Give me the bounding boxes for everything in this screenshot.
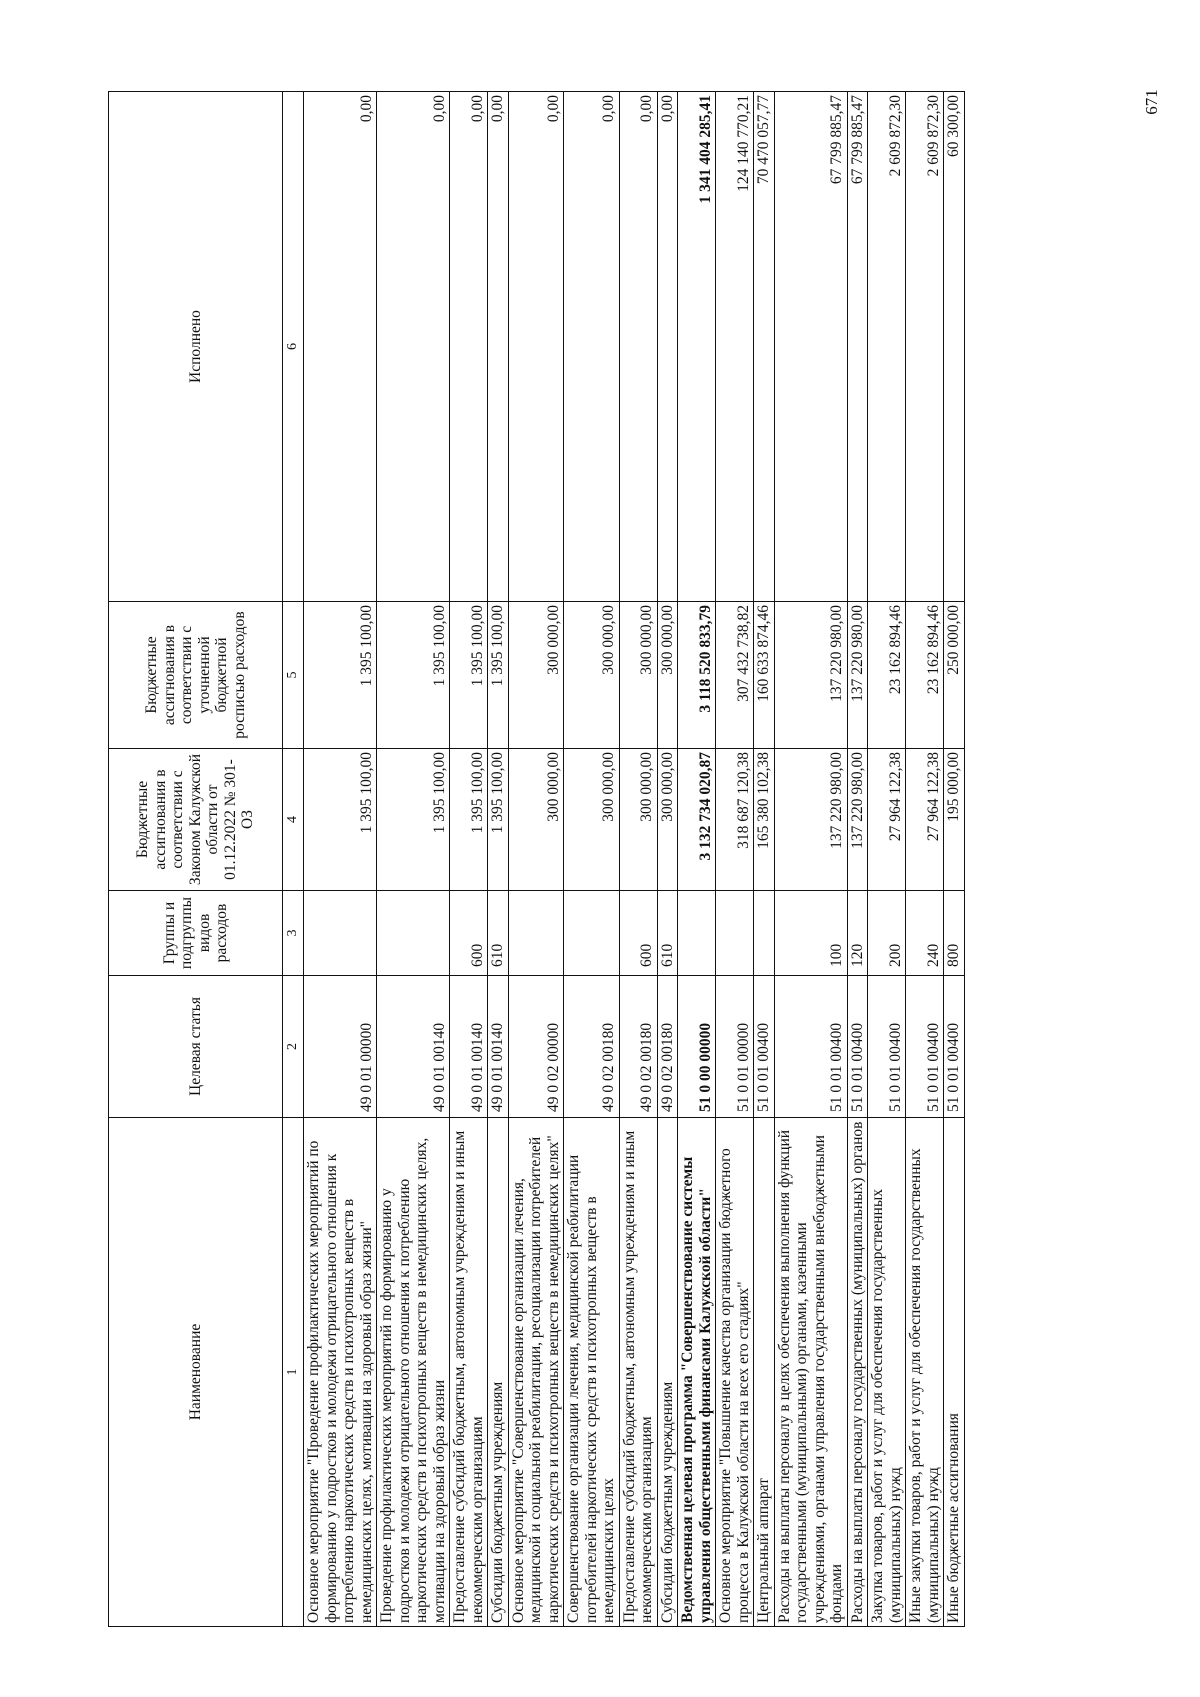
table-row <box>774 92 847 1627</box>
row-name: Центральный аппарат <box>754 1118 775 1627</box>
row-law-amount: 1 395 100,00 <box>450 749 488 891</box>
row-executed-amount: 2 609 872,30 <box>906 92 944 602</box>
row-executed-amount: 0,00 <box>564 92 620 602</box>
row-name: Проведение профилактических мероприятий по формированию у подростков и молодежи отрицательного отношения к потреблению наркотических средств и психотропных веществ в немедицинских целях, мотивации на здоровый образ жизни <box>377 1118 450 1627</box>
row-plan-amount: 300 000,00 <box>564 602 620 749</box>
row-law-amount: 3 132 734 020,87 <box>678 749 716 891</box>
row-name: Расходы на выплаты персоналу в целях обеспечения выполнения функций государственными (муниципальными) органами, казенными учреждениями, органами управления государственными внебюджетными фондами <box>774 1118 847 1627</box>
row-plan-amount: 307 432 738,82 <box>716 602 754 749</box>
row-expense-group: 610 <box>488 891 509 976</box>
header-name: Наименование <box>109 1118 283 1627</box>
table-row <box>754 92 775 1627</box>
row-name: Расходы на выплаты персоналу государственных (муниципальных) органов <box>847 1118 868 1627</box>
table-row <box>716 92 754 1627</box>
row-law-amount: 300 000,00 <box>657 749 678 891</box>
row-plan-amount: 23 162 894,46 <box>906 602 944 749</box>
row-law-amount: 137 220 980,00 <box>847 749 868 891</box>
row-target-article: 49 0 02 00180 <box>619 976 657 1118</box>
column-number: 2 <box>283 976 304 1118</box>
row-executed-amount: 0,00 <box>619 92 657 602</box>
row-plan-amount: 3 118 520 833,79 <box>678 602 716 749</box>
row-name: Субсидии бюджетным учреждениям <box>488 1118 509 1627</box>
row-target-article: 51 0 00 00000 <box>678 976 716 1118</box>
table-row <box>564 92 620 1627</box>
row-plan-amount: 1 395 100,00 <box>377 602 450 749</box>
table-row <box>488 92 509 1627</box>
row-name: Основное мероприятие "Совершенствование организации лечения, медицинской и социальной реабилитации, ресоциализации потребителей наркотических средств и психотропных веществ в немедицинских целях" <box>508 1118 564 1627</box>
row-executed-amount: 0,00 <box>377 92 450 602</box>
column-number: 3 <box>283 891 304 976</box>
row-target-article: 49 0 01 00140 <box>488 976 509 1118</box>
row-target-article: 49 0 02 00180 <box>564 976 620 1118</box>
row-executed-amount: 2 609 872,30 <box>868 92 906 602</box>
row-target-article: 49 0 01 00140 <box>377 976 450 1118</box>
row-name: Совершенствование организации лечения, медицинской реабилитации потребителей наркотических средств и психотропных веществ в немедицинских целях <box>564 1118 620 1627</box>
row-executed-amount: 67 799 885,47 <box>774 92 847 602</box>
row-executed-amount: 1 341 404 285,41 <box>678 92 716 602</box>
header-expense-group: Группы и подгруппы видов расходов <box>109 891 283 976</box>
row-target-article: 51 0 01 00400 <box>868 976 906 1118</box>
row-law-amount: 137 220 980,00 <box>774 749 847 891</box>
row-name: Ведомственная целевая программа "Совершенствование системы управления общественными финансами Калужской области" <box>678 1118 716 1627</box>
row-plan-amount: 1 395 100,00 <box>450 602 488 749</box>
row-law-amount: 1 395 100,00 <box>377 749 450 891</box>
row-name: Предоставление субсидий бюджетным, автономным учреждениям и иным некоммерческим организациям <box>619 1118 657 1627</box>
row-target-article: 49 0 01 00140 <box>450 976 488 1118</box>
row-law-amount: 318 687 120,38 <box>716 749 754 891</box>
table-row <box>304 92 377 1627</box>
row-expense-group <box>304 891 377 976</box>
row-name: Иные бюджетные ассигнования <box>944 1118 965 1627</box>
table-row <box>657 92 678 1627</box>
row-plan-amount: 250 000,00 <box>944 602 965 749</box>
table-row <box>906 92 944 1627</box>
row-expense-group: 610 <box>657 891 678 976</box>
row-executed-amount: 0,00 <box>488 92 509 602</box>
table-row <box>450 92 488 1627</box>
row-expense-group: 600 <box>619 891 657 976</box>
row-law-amount: 300 000,00 <box>619 749 657 891</box>
row-name: Основное мероприятие "Повышение качества организации бюджетного процесса в Калужской области на всех его стадиях" <box>716 1118 754 1627</box>
budget-table <box>108 91 965 1627</box>
row-expense-group: 240 <box>906 891 944 976</box>
header-plan-allocations: Бюджетные ассигнования в соответствии с уточненной бюджетной росписью расходов <box>109 602 283 749</box>
row-plan-amount: 137 220 980,00 <box>847 602 868 749</box>
table-row <box>944 92 965 1627</box>
table-row-program <box>678 92 716 1627</box>
row-plan-amount: 137 220 980,00 <box>774 602 847 749</box>
header-law-allocations: Бюджетные ассигнования в соответствии с Законом Калужской области от 01.12.2022 № 301-ОЗ <box>109 749 283 891</box>
row-executed-amount: 124 140 770,21 <box>716 92 754 602</box>
row-expense-group: 120 <box>847 891 868 976</box>
row-target-article: 51 0 01 00400 <box>847 976 868 1118</box>
header-executed: Исполнено <box>109 92 283 602</box>
row-plan-amount: 300 000,00 <box>619 602 657 749</box>
row-name: Субсидии бюджетным учреждениям <box>657 1118 678 1627</box>
table-row <box>847 92 868 1627</box>
row-executed-amount: 0,00 <box>450 92 488 602</box>
row-target-article: 49 0 02 00000 <box>508 976 564 1118</box>
column-number: 1 <box>283 1118 304 1627</box>
row-target-article: 51 0 01 00400 <box>944 976 965 1118</box>
row-expense-group: 600 <box>450 891 488 976</box>
row-expense-group <box>678 891 716 976</box>
row-law-amount: 300 000,00 <box>508 749 564 891</box>
row-law-amount: 27 964 122,38 <box>868 749 906 891</box>
header-target-article: Целевая статья <box>109 976 283 1118</box>
row-name: Закупка товаров, работ и услуг для обеспечения государственных (муниципальных) нужд <box>868 1118 906 1627</box>
row-law-amount: 1 395 100,00 <box>488 749 509 891</box>
row-law-amount: 27 964 122,38 <box>906 749 944 891</box>
row-name: Предоставление субсидий бюджетным, автономным учреждениям и иным некоммерческим организациям <box>450 1118 488 1627</box>
row-target-article: 51 0 01 00400 <box>774 976 847 1118</box>
row-plan-amount: 23 162 894,46 <box>868 602 906 749</box>
column-number-row <box>283 92 304 1627</box>
table-row <box>377 92 450 1627</box>
row-expense-group: 100 <box>774 891 847 976</box>
column-number: 6 <box>283 92 304 602</box>
row-expense-group <box>508 891 564 976</box>
row-law-amount: 1 395 100,00 <box>304 749 377 891</box>
rotated-table-wrapper <box>108 92 1114 1627</box>
row-law-amount: 195 000,00 <box>944 749 965 891</box>
row-executed-amount: 0,00 <box>657 92 678 602</box>
row-expense-group <box>377 891 450 976</box>
row-expense-group: 200 <box>868 891 906 976</box>
table-row <box>508 92 564 1627</box>
row-name: Иные закупки товаров, работ и услуг для обеспечения государственных (муниципальных) нужд <box>906 1118 944 1627</box>
column-number: 4 <box>283 749 304 891</box>
row-target-article: 49 0 02 00180 <box>657 976 678 1118</box>
header-row <box>109 92 283 1627</box>
row-executed-amount: 60 300,00 <box>944 92 965 602</box>
row-plan-amount: 300 000,00 <box>657 602 678 749</box>
row-plan-amount: 1 395 100,00 <box>488 602 509 749</box>
row-plan-amount: 300 000,00 <box>508 602 564 749</box>
row-name: Основное мероприятие "Проведение профилактических мероприятий по формированию у подростков и молодежи отрицательного отношения к потреблению наркотических средств и психотропных веществ в немедицинских целях, мотивации на здоровый образ жизни" <box>304 1118 377 1627</box>
row-law-amount: 165 380 102,38 <box>754 749 775 891</box>
row-executed-amount: 67 799 885,47 <box>847 92 868 602</box>
table-row <box>868 92 906 1627</box>
row-plan-amount: 1 395 100,00 <box>304 602 377 749</box>
row-expense-group <box>564 891 620 976</box>
row-target-article: 51 0 01 00400 <box>754 976 775 1118</box>
column-number: 5 <box>283 602 304 749</box>
row-expense-group <box>754 891 775 976</box>
row-executed-amount: 0,00 <box>304 92 377 602</box>
row-target-article: 51 0 01 00000 <box>716 976 754 1118</box>
row-executed-amount: 70 470 057,77 <box>754 92 775 602</box>
row-law-amount: 300 000,00 <box>564 749 620 891</box>
row-expense-group: 800 <box>944 891 965 976</box>
row-executed-amount: 0,00 <box>508 92 564 602</box>
page-number: 671 <box>1142 89 1161 115</box>
row-expense-group <box>716 891 754 976</box>
row-target-article: 49 0 01 00000 <box>304 976 377 1118</box>
row-plan-amount: 160 633 874,46 <box>754 602 775 749</box>
table-row <box>619 92 657 1627</box>
row-target-article: 51 0 01 00400 <box>906 976 944 1118</box>
